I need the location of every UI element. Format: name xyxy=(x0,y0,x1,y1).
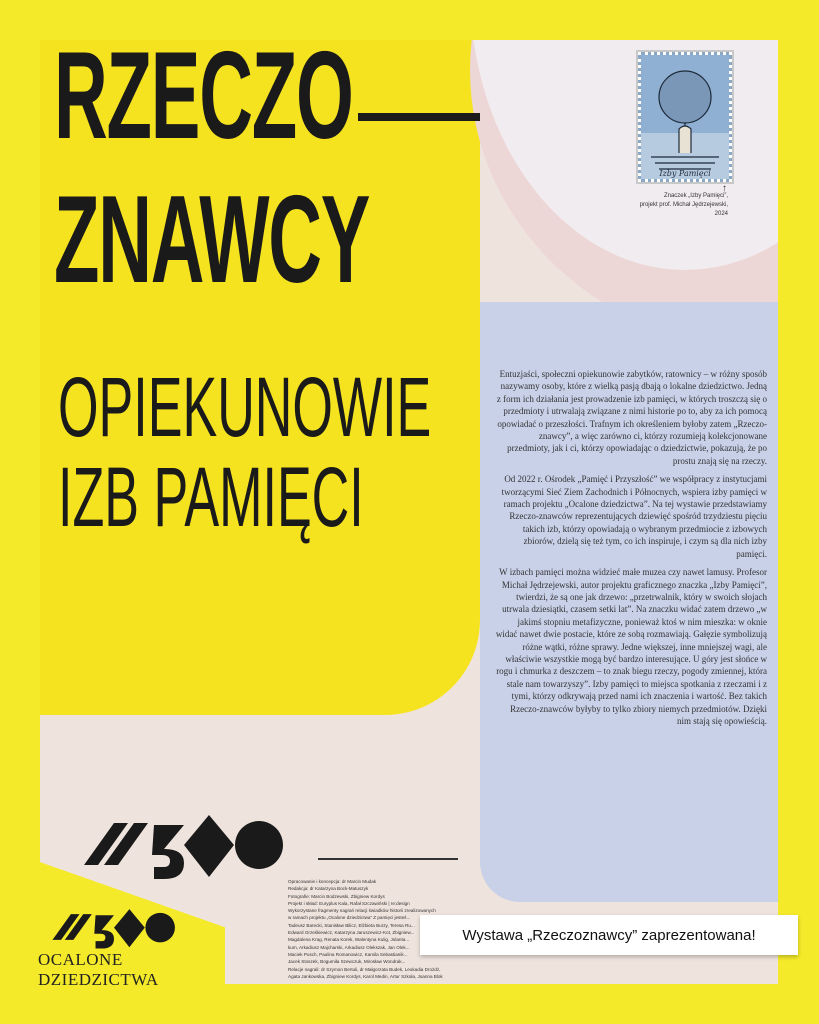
credit-line: Relacje nagrali: dr Szymon Bertuli, dr Małgorzata Budek, Leokadia Drożdż, xyxy=(288,966,441,972)
subtitle-line-1: OPIEKUNOWIE xyxy=(58,360,432,454)
stamp-caption-line: Znaczek „Izby Pamięci”, xyxy=(663,193,728,199)
izby-pamieci-stamp xyxy=(638,52,732,182)
badge-logo-icon xyxy=(44,903,184,956)
stamp-label: Izby Pamięci xyxy=(659,169,711,178)
credit-line: Redakcja: dr Katarzyna Bock-Matuszyk xyxy=(288,886,369,892)
paragraph: Od 2022 r. Ośrodek „Pamięć i Przyszłość” we współpracy z instytucjami tworzącymi Sieć Ziem Zachodnich i Północnych, wspiera izby pamięci w ramach projektu „Ocalone dziedzictwa”. Na tej wystawie przedstawiamy Rzeczo-znawców reprezentujących dziewięć spośród trzydziestu pięciu takich izb, którzy opowiadają o wybranym przedmiocie z izbowych zbiorów, dzielą się też tym, co ich inspiruje, i czym są dla nich izby pamięci. xyxy=(501,474,767,559)
stamp-tree-icon xyxy=(641,55,729,179)
credit-line: Opracowanie i koncepcja: dr Marcin Mudak xyxy=(288,879,377,884)
ocalone-dziedzictwa-logo-icon xyxy=(84,805,284,888)
caption-text: Wystawa „Rzeczoznawcy” zaprezentowana! xyxy=(462,926,756,944)
credit-line: Magdalena Krag, Renata Korek, Walentyna Kulig, Jolanta... xyxy=(288,937,410,943)
badge-line-1: OCALONE xyxy=(38,950,123,969)
poster-subtitle xyxy=(58,362,431,542)
credits-divider xyxy=(318,858,458,860)
credit-line: kum, Arkadiusz Majcharski, Arkadiusz Olekszak, Jan Olek... xyxy=(288,944,410,950)
credit-line: Fotografie: Marcin Bodzewski, Zbigniew Kordys xyxy=(288,893,385,899)
title-dash xyxy=(358,113,480,121)
exhibition-poster xyxy=(40,40,778,984)
paragraph: W izbach pamięci można widzieć małe muzea czy nawet lamusy. Profesor Michał Jędrzejewski, autor projektu graficznego znaczka „Izby Pamięci”, twierdzi, że są one jak drzewo: „przetrwalnik, który w swoich słojach utrwala dziesiątki, czasem setki lat”. Na znaczku widać zatem drzewo „w jakimś stopniu metafizyczne, ponieważ ktoś w nim mieszka: w oknie widać nawet dwie postacie, które ze sobą rozmawiają. Gałęzie symbolizują różne wątki, różne sprawy. Jedne większej, inne mniejszej wagi, ale właściwie wszystkie mogą być bardzo interesujące. U góry jest słońce w rogu i chmurka z deszczem – to znak biegu rzeczy, pogody zmiennej, która stale nam towarzyszy”. Izby pamięci to miejsca spotkania z rzeczami i z tymi, którzy odkrywają przed nami ich znaczenia i wartość. Bez takich Rzeczo-znawców byłyby to tylko zbiory niemych przedmiotów. Dzięki nim stają się opowieścią. xyxy=(495,567,767,726)
stamp-caption-line: projekt prof. Michał Jędrzejewski, xyxy=(639,202,728,208)
caption-banner xyxy=(420,915,798,955)
credit-line: Wykorzystane fragmenty nagrań relacji świadków historii zrealizowanych xyxy=(288,908,436,914)
credit-line: w ramach projektu „Ocalone dziedzictwa” Z pamięci jesteś... xyxy=(288,915,411,921)
credit-line: Jacek Stoszek, Bogumiła Szewczuk, Mirosław Wondrak... xyxy=(288,959,406,965)
credit-line: Projekt i skład: Euryplus Kala, Rafał Szczawiński | re:design xyxy=(288,900,410,906)
credit-line: Tadeusz Barecki, Stanisław Bilicz, Elżbieta Burzy, Teresa Ru... xyxy=(288,922,415,928)
badge-line-2: DZIEDZICTWA xyxy=(38,970,159,989)
poster-title xyxy=(54,40,370,309)
title-line-1: RZECZO xyxy=(54,40,353,165)
poster-body-text xyxy=(495,368,767,733)
badge-wordmark xyxy=(38,950,159,990)
credit-line: Agata Jankowska, Zbigniew Kordys, Karol Medin, Artur Szkoła, Joanna Blok xyxy=(288,973,443,979)
stamp-caption xyxy=(600,192,728,219)
stamp-caption-line: 2024 xyxy=(714,211,728,217)
title-line-2: ZNAWCY xyxy=(54,171,370,309)
arrow-up-icon: ↑ xyxy=(722,183,727,194)
credit-line: Edward Grześkiewicz, Katarzyna Jaruszewicz-Kot, Zbigniew... xyxy=(288,930,415,936)
subtitle-line-2: IZB PAMIĘCI xyxy=(58,450,364,544)
paragraph: Entuzjaści, społeczni opiekunowie zabytków, ratownicy – w różny sposób nazywamy osoby, które z wielką pasją dbają o lokalne dziedzictwo. Jedną z form ich działania jest prowadzenie izb pamięci, w których troszczą się o przedmioty i utrwalają związane z nimi historie po to, aby za ich pomocą opowiadać o przeszłości. Trafnym ich określeniem byłoby zatem „Rzeczo-znawcy”, a więc zarówno ci, którzy rozumieją kolekcjonowane przedmioty, jak i ci, którzy opowiadając o dziedzictwie, pokazują, że po prostu znają się na rzeczy. xyxy=(496,369,767,466)
credit-line: Maciek Pusch, Paulina Romanowicz, Kamila Sebastianik... xyxy=(288,951,408,957)
